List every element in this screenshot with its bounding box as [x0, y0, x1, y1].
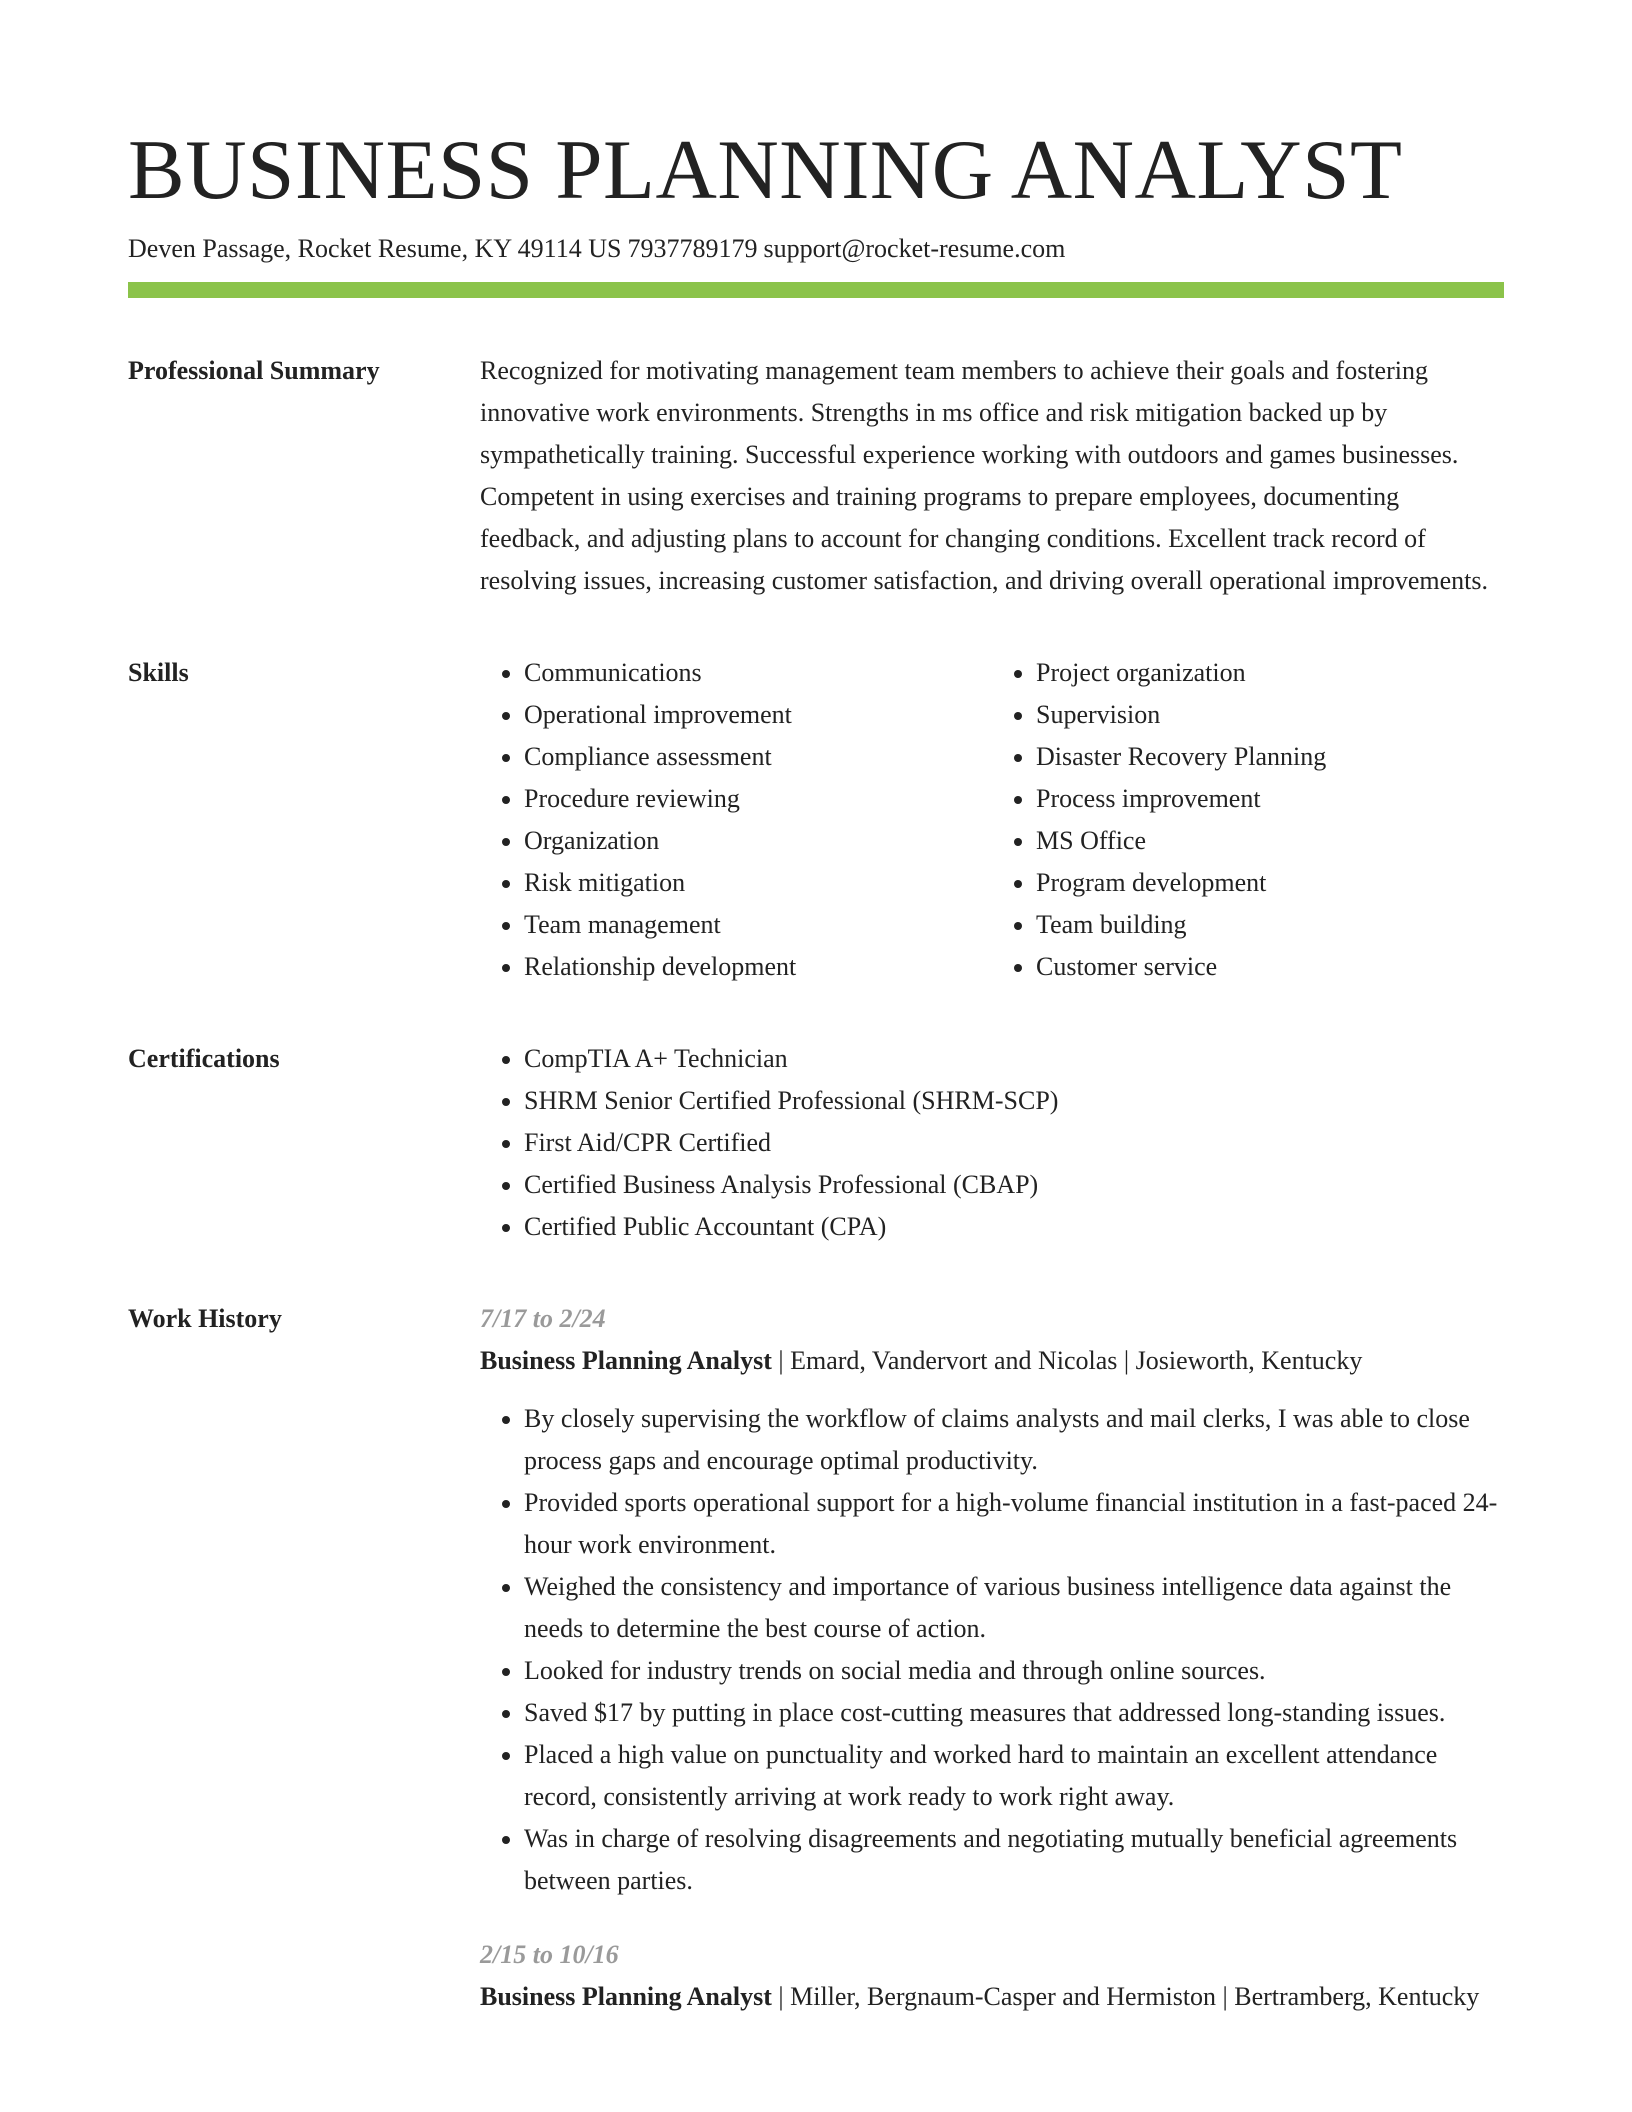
job-dates: 2/15 to 10/16 — [480, 1940, 619, 1969]
skill-item: • Disaster Recovery Planning — [1036, 736, 1504, 778]
skill-item: • Process improvement — [1036, 778, 1504, 820]
job-bullet: • Weighed the consistency and importance of various business intelligence data against the needs to determine the best course of action. — [524, 1566, 1504, 1650]
skill-item: • Procedure reviewing — [524, 778, 992, 820]
job-employer-location: | Emard, Vandervort and Nicolas | Josieworth, Kentucky — [771, 1346, 1363, 1375]
certification-item: • Certified Business Analysis Professional (CBAP) — [524, 1164, 1504, 1206]
contact-email: support@rocket-resume.com — [763, 234, 1066, 263]
job-bullet: • Placed a high value on punctuality and worked hard to maintain an excellent attendance record, consistently arriving at work ready to work right away. — [524, 1734, 1504, 1818]
contact-address: Deven Passage, Rocket Resume, KY 49114 US — [128, 234, 622, 263]
skill-item: • Supervision — [1036, 694, 1504, 736]
section-heading: Skills — [128, 658, 189, 687]
skill-item: • Risk mitigation — [524, 862, 992, 904]
skill-item: • Relationship development — [524, 946, 992, 988]
skill-item: • Organization — [524, 820, 992, 862]
job-bullet: • Looked for industry trends on social media and through online sources. — [524, 1650, 1504, 1692]
summary-section — [128, 350, 1504, 602]
header-divider — [128, 282, 1504, 298]
skill-item: • Operational improvement — [524, 694, 992, 736]
job-bullets — [480, 1398, 1504, 1902]
job-entry — [480, 1934, 1504, 2018]
job-heading — [480, 1340, 1504, 1382]
job-title: Business Planning Analyst — [480, 1982, 772, 2011]
job-bullet: • By closely supervising the workflow of claims analysts and mail clerks, I was able to close process gaps and encourage optimal productivity. — [524, 1398, 1504, 1482]
skill-item: • Program development — [1036, 862, 1504, 904]
section-heading: Work History — [128, 1304, 282, 1333]
job-heading — [480, 1976, 1504, 2018]
certification-item: • CompTIA A+ Technician — [524, 1038, 1504, 1080]
certification-item: • SHRM Senior Certified Professional (SHRM-SCP) — [524, 1080, 1504, 1122]
job-bullet: • Provided sports operational support for a high-volume financial institution in a fast-paced 24-hour work environment. — [524, 1482, 1504, 1566]
skill-item: • Communications — [524, 652, 992, 694]
job-entry — [480, 1298, 1504, 1902]
job-bullet: • Saved $17 by putting in place cost-cutting measures that addressed long-standing issues. — [524, 1692, 1504, 1734]
skill-item: • Team management — [524, 904, 992, 946]
certifications-section — [128, 1038, 1504, 1248]
section-heading: Certifications — [128, 1044, 280, 1073]
skills-list-right — [992, 652, 1504, 988]
skill-item: • Compliance assessment — [524, 736, 992, 778]
skill-item: • MS Office — [1036, 820, 1504, 862]
contact-phone: 7937789179 — [627, 234, 758, 263]
job-title: Business Planning Analyst — [480, 1346, 772, 1375]
skill-item: • Team building — [1036, 904, 1504, 946]
job-bullet: • Was in charge of resolving disagreements and negotiating mutually beneficial agreements between parties. — [524, 1818, 1504, 1902]
section-heading: Professional Summary — [128, 356, 380, 385]
skills-section — [128, 652, 1504, 988]
certification-item: • Certified Public Accountant (CPA) — [524, 1206, 1504, 1248]
contact-line — [128, 232, 1504, 266]
work-history-section — [128, 1298, 1504, 2018]
skills-list-left — [480, 652, 992, 988]
skill-item: • Project organization — [1036, 652, 1504, 694]
job-dates: 7/17 to 2/24 — [480, 1304, 606, 1333]
job-employer-location: | Miller, Bergnaum-Casper and Hermiston | Bertramberg, Kentucky — [771, 1982, 1480, 2011]
summary-text: Recognized for motivating management team members to achieve their goals and fostering innovative work environments. Strengths in ms office and risk mitigation backed up by sympathetically training. Successful experience working with outdoors and games businesses. Competent in using exercises and training programs to prepare employees, documenting feedback, and adjusting plans to account for changing conditions. Excellent track record of resolving issues, increasing customer satisfaction, and driving overall operational improvements. — [480, 356, 1488, 595]
certifications-list — [480, 1038, 1504, 1248]
certification-item: • First Aid/CPR Certified — [524, 1122, 1504, 1164]
resume-title: BUSINESS PLANNING ANALYST — [128, 123, 1403, 217]
skill-item: • Customer service — [1036, 946, 1504, 988]
